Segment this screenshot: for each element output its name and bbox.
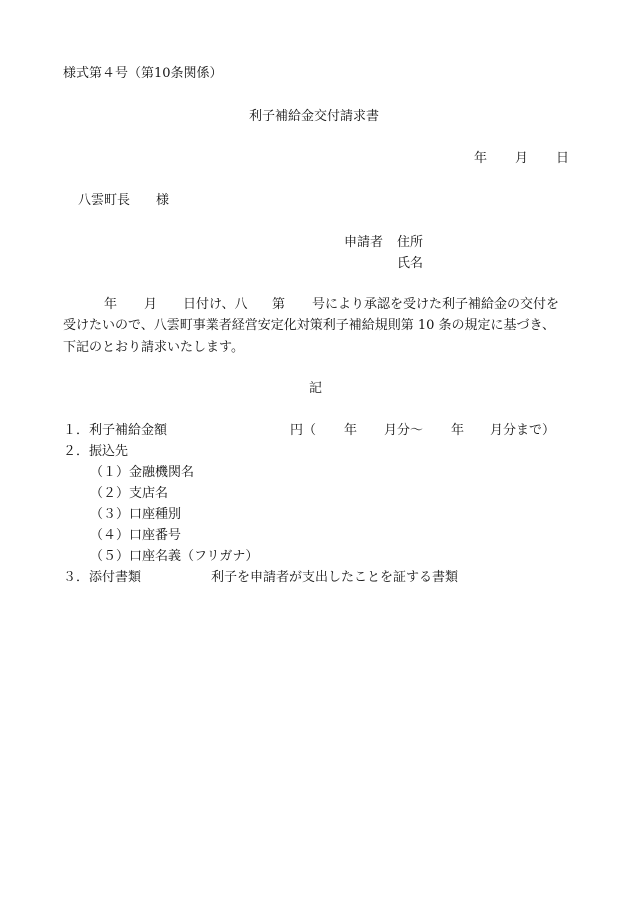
date-year-label: 年: [474, 151, 488, 166]
item1-month-to: 月分まで）: [490, 423, 556, 438]
date-month-label: 月: [515, 151, 529, 166]
sub-item-branch-name: （２）支店名: [90, 486, 169, 501]
addressee-honorific: 様: [156, 193, 170, 208]
sub-item-account-type: （３）口座種別: [90, 507, 182, 522]
item3-value: 利子を申請者が支出したことを証する書類: [211, 570, 459, 585]
date-day-label: 日: [556, 151, 570, 166]
body-month: 月: [144, 297, 158, 312]
body-line1-rest: 号により承認を受けた利子補給金の交付を: [312, 297, 560, 312]
sub-item-bank-name: （１）金融機関名: [90, 465, 195, 480]
form-label: 様式第４号（第10条関係）: [63, 66, 223, 81]
sub-item-account-number: （４）口座番号: [90, 528, 182, 543]
item1-label: １．利子補給金額: [63, 423, 168, 438]
ki-heading: 記: [309, 381, 323, 396]
body-year: 年: [104, 297, 118, 312]
applicant-name-label: 氏名: [397, 256, 424, 271]
body-day-ref: 日付け、八: [183, 297, 248, 312]
item1-yen: 円（: [290, 423, 317, 438]
item2-label: ２．振込先: [63, 444, 129, 459]
applicant-label: 申請者: [344, 235, 384, 250]
document-title: 利子補給金交付請求書: [249, 109, 380, 124]
item3-label: ３．添付書類: [63, 570, 142, 585]
item1-month-from: 月分～: [384, 423, 424, 438]
body-line3: 下記のとおり請求いたします。: [63, 340, 244, 355]
body-line2: 受けたいので、八雲町事業者経営安定化対策利子補給規則第 10 条の規定に基づき、: [63, 318, 556, 333]
addressee-name: 八雲町長: [78, 193, 131, 208]
body-number-prefix: 第: [272, 297, 286, 312]
sub-item-account-holder: （５）口座名義（フリガナ）: [90, 549, 259, 564]
item1-year-from: 年: [344, 423, 358, 438]
item1-year-to: 年: [451, 423, 465, 438]
applicant-address-label: 住所: [397, 235, 424, 250]
